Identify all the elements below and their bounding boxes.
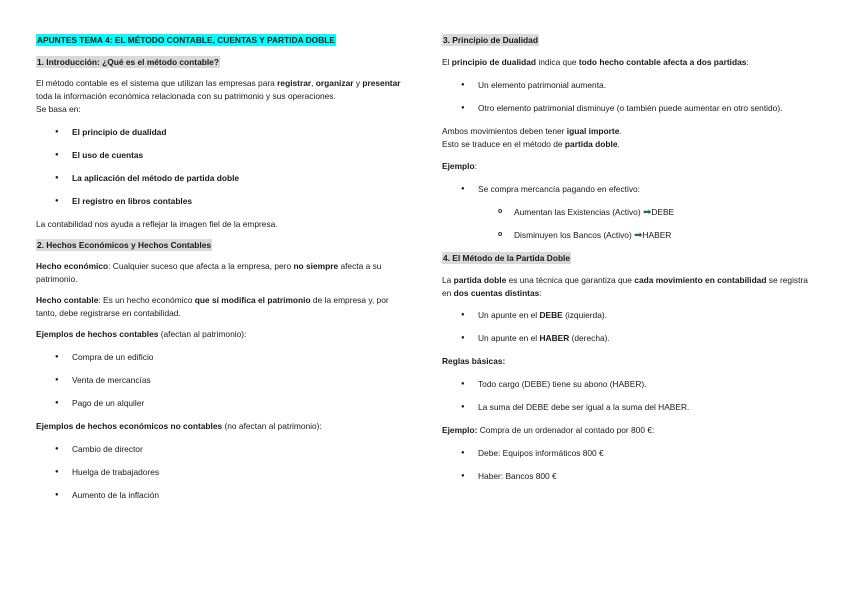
list-item: ● Haber: Bancos 800 € — [442, 470, 812, 483]
equal-amount-text: Ambos movimientos deben tener igual importe. — [442, 126, 622, 136]
list-item: ● Se compra mercancía pagando en efectivo: — [442, 183, 812, 196]
double-entry-definition: La partida doble es una técnica que garantiza que cada movimiento en contabilidad se registra en dos cuentas distintas: — [442, 275, 808, 298]
list-item: ● Un apunte en el DEBE (izquierda). — [442, 309, 812, 322]
list-item: ● Todo cargo (DEBE) tiene su abono (HABER). — [442, 378, 812, 391]
left-column — [36, 34, 408, 502]
list-item: ● Venta de mercancías — [36, 374, 408, 387]
economic-fact-definition: Hecho económico: Cualquier suceso que afecta a la empresa, pero no siempre afecta a su patrimonio. — [36, 261, 382, 284]
rules-label: Reglas básicas: — [442, 356, 506, 366]
section-4-heading: 4. El Método de la Partida Doble — [443, 253, 571, 263]
list-item: ● La suma del DEBE debe ser igual a la suma del HABER. — [442, 401, 812, 414]
list-item: ● Pago de un alquiler — [36, 397, 408, 410]
right-arrow-icon: ➡ — [642, 207, 652, 218]
section-3-heading: 3. Principio de Dualidad — [443, 35, 538, 45]
accounting-fact-definition: Hecho contable: Es un hecho económico que sí modifica el patrimonio de la empresa y, por tanto, debe registrarse en contabilidad. — [36, 295, 389, 318]
list-item: ● Otro elemento patrimonial disminuye (o también puede aumentar en otro sentido). — [442, 102, 812, 115]
right-arrow-icon: ➡ — [634, 230, 643, 241]
list-item: ● El registro en libros contables — [36, 195, 408, 208]
duality-list — [442, 79, 812, 115]
list-item: ● Un apunte en el HABER (derecha). — [442, 332, 812, 345]
intro-paragraph: El método contable es el sistema que utilizan las empresas para registrar, organizar y presentar toda la información económica relacionada con su patrimonio y sus operaciones. — [36, 78, 401, 101]
list-item: ● El principio de dualidad — [36, 126, 408, 139]
non-accounting-examples-label: Ejemplos de hechos económicos no contables (no afectan al patrimonio): — [36, 421, 322, 431]
section-2-heading: 2. Hechos Económicos y Hechos Contables — [37, 240, 212, 250]
duality-definition: El principio de dualidad indica que todo hecho contable afecta a dos partidas: — [442, 57, 749, 67]
example-2-label: Ejemplo: Compra de un ordenador al contado por 800 €: — [442, 425, 655, 435]
example-2-list — [442, 447, 812, 483]
list-item: ● La aplicación del método de partida doble — [36, 172, 408, 185]
example-sublist — [442, 206, 812, 242]
section-1-heading: 1. Introducción: ¿Qué es el método contable? — [37, 57, 219, 67]
sublist-item: o Disminuyen los Bancos (Activo) ➡HABER — [442, 229, 812, 242]
list-item: ● Cambio de director — [36, 443, 408, 456]
non-accounting-examples-list — [36, 443, 408, 502]
list-item: ● Compra de un edificio — [36, 351, 408, 364]
list-item: ● Huelga de trabajadores — [36, 466, 408, 479]
list-item: ● El uso de cuentas — [36, 149, 408, 162]
right-column — [442, 34, 812, 483]
list-item: ● Un elemento patrimonial aumenta. — [442, 79, 812, 92]
rules-list — [442, 378, 812, 414]
list-item: ● Debe: Equipos informáticos 800 € — [442, 447, 812, 460]
example-list — [442, 183, 812, 196]
list-item: ● Aumento de la inflación — [36, 489, 408, 502]
accounting-examples-list — [36, 351, 408, 410]
document-title: APUNTES TEMA 4: EL MÉTODO CONTABLE, CUENTAS Y PARTIDA DOBLE — [37, 35, 335, 45]
sublist-item: o Aumentan las Existencias (Activo) ➡DEBE — [442, 206, 812, 219]
example-label: Ejemplo: — [442, 161, 477, 171]
intro-conclusion: La contabilidad nos ayuda a reflejar la imagen fiel de la empresa. — [36, 219, 278, 229]
accounting-examples-label: Ejemplos de hechos contables (afectan al patrimonio): — [36, 329, 247, 339]
intro-basis-label: Se basa en: — [36, 104, 81, 114]
double-entry-text: Esto se traduce en el método de partida doble. — [442, 139, 620, 149]
basis-list — [36, 126, 408, 208]
entries-list — [442, 309, 812, 345]
